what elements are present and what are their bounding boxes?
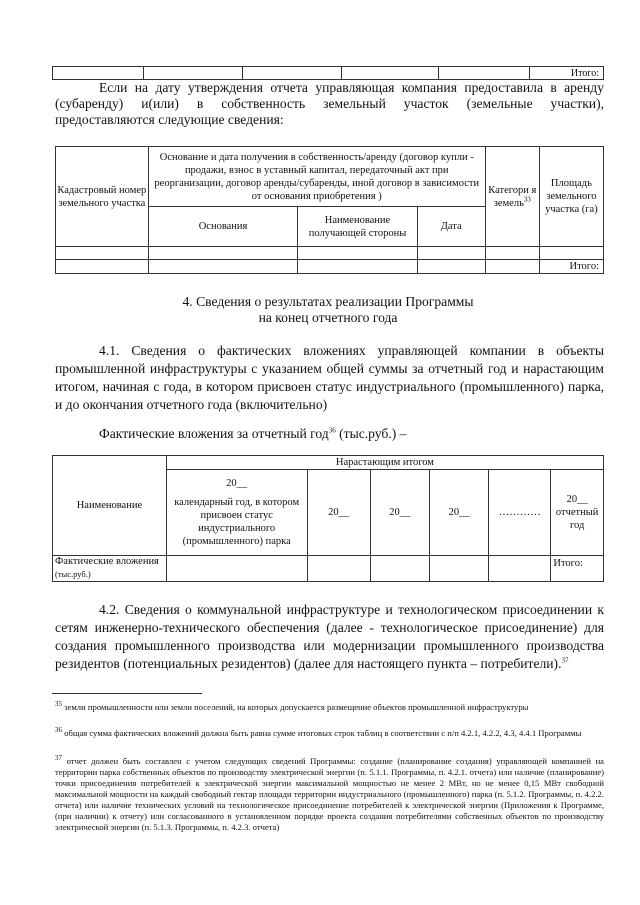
header-first-year — [166, 470, 307, 556]
cell — [56, 260, 149, 274]
header-cadastral: Кадастровый номер земельного участка — [56, 147, 149, 247]
header-basis-group: Основание и дата получения в собственность/аренду (договор купли - продажи, взнос в уставный капитал, передаточный акт при реорганизации, договор аренды/субаренды, иной договор в зависимости от основания приобретения ) — [148, 147, 485, 207]
cell — [485, 247, 539, 260]
cell — [53, 67, 144, 80]
section-4-2-paragraph — [55, 601, 604, 673]
investment-caption — [99, 426, 599, 442]
cell — [144, 67, 243, 80]
cell — [539, 247, 603, 260]
section-4-2-text: 4.2. Сведения о коммунальной инфраструктуре и технологическом присоединении к сетям инженерно-технического обеспечения (далее - технологическое присоединение) для создания промышленного производства или модернизации промышленного производства резидентов (потенциальных резидентов) (далее для настоящего пункта – потребители). — [55, 602, 604, 671]
cell — [166, 556, 307, 582]
subheader-party: Наименование получающей стороны — [298, 207, 417, 247]
first-year-desc: календарный год, в котором присвоен статус индустриального (промышленного) парка — [174, 497, 300, 547]
section-4-title-line2: на конец отчетного года — [258, 310, 398, 325]
header-name: Наименование — [53, 456, 167, 556]
footnote-text: земли промышленности или земли поселений, на которых допускается размещение объектов промышленной инфраструктуры — [64, 702, 529, 712]
investment-caption-text: Фактические вложения за отчетный год — [99, 426, 329, 441]
footnote-ref-33: 33 — [523, 195, 531, 203]
footnote-number: 37 — [55, 754, 62, 763]
cell — [489, 556, 551, 582]
cell — [485, 260, 539, 274]
footnote-number: 36 — [55, 726, 62, 735]
total-label: Итого: — [539, 260, 603, 274]
cell — [429, 556, 488, 582]
footnote-number: 35 — [55, 700, 62, 709]
header-year-2: 20__ — [307, 470, 370, 556]
cell — [417, 247, 485, 260]
cell — [298, 260, 417, 274]
header-last-year — [551, 470, 604, 556]
land-plots-table — [55, 146, 604, 274]
row-label-unit: (тыс.руб.) — [55, 569, 91, 579]
cell — [242, 67, 341, 80]
footnote-ref-36: 36 — [328, 426, 336, 435]
subheader-basis: Основания — [148, 207, 298, 247]
header-cumulative: Нарастающим итогом — [166, 456, 603, 470]
header-year-4: 20__ — [429, 470, 488, 556]
footnote-35 — [55, 702, 604, 713]
cell — [341, 67, 438, 80]
subheader-date: Дата — [417, 207, 485, 247]
cell — [298, 247, 417, 260]
previous-table-stub — [52, 66, 604, 80]
header-category — [485, 147, 539, 247]
cell — [307, 556, 370, 582]
last-year-desc: отчетный год — [555, 507, 599, 531]
cell — [148, 247, 298, 260]
cell — [370, 556, 429, 582]
cell — [417, 260, 485, 274]
header-area: Площадь земельного участка (га) — [539, 147, 603, 247]
footnote-36 — [55, 728, 604, 739]
header-category-label: Категори я земель — [488, 184, 537, 209]
footnote-37 — [55, 756, 604, 833]
cell — [56, 247, 149, 260]
total-label: Итого: — [551, 556, 604, 582]
header-year-3: 20__ — [370, 470, 429, 556]
row-label-text: Фактические вложения — [55, 556, 159, 567]
section-4-title-line1: 4. Сведения о результатах реализации Программы — [182, 294, 474, 309]
cell — [148, 260, 298, 274]
last-year-label: 20__ — [566, 494, 588, 505]
row-label — [53, 556, 167, 582]
header-dots: ………… — [489, 470, 551, 556]
section-4-1-paragraph: 4.1. Сведения о фактических вложениях управляющей компании в объекты промышленной инфраструктуры с указанием общей суммы за отчетный год и нарастающим итогом, начиная с года, в котором присвоен статус индустриального (промышленного) парка, и до окончания отчетного года (включительно) — [55, 343, 604, 412]
footnote-ref-37: 37 — [561, 656, 569, 665]
footnote-separator — [52, 693, 202, 694]
footnote-text: отчет должен быть составлен с учетом следующих сведений Программы: создание (планирование создания) управляющей компанией на территории парка собственных объектов по производству электрической энергии (п. 5.1.1. Программы, п. 4.2.1. отчета) или наличие (планирование) точки присоединения потребителей к электрической энергии максимальной мощностью не менее 2 МВт, но не менее 0,15 МВт свободной максимальной мощности на каждый свободный гектар площади территории индустриального (промышленного) парка (п. 5.1.2. Программы, п. 4.2.2. отчета) или наличие технических условий на технологическое присоединение потребителей к электрической энергии (Приложения к Программе, (при наличии) к отчету) или согласованного в установленном порядке проекта создания потребителями собственных объектов по производству электрической энергии (п. 5.1.3. Программы, п. 4.2.3. отчета) — [55, 756, 604, 832]
total-label: Итого: — [529, 67, 603, 80]
cell — [438, 67, 529, 80]
investment-caption-unit: (тыс.руб.) – — [335, 426, 407, 441]
first-year-label: 20__ — [226, 478, 248, 489]
land-intro-paragraph: Если на дату утверждения отчета управляющая компания предоставила в аренду (субаренду) и(или) в собственность земельный участок (земельные участки), предоставляются следующие сведения: — [55, 80, 604, 127]
investment-table — [52, 455, 604, 582]
footnote-text: общая сумма фактических вложений должна быть равна сумме итоговых строк таблиц в соответствии с п/п 4.2.1, 4.2.2, 4.3, 4.4.1 Программы — [64, 728, 582, 738]
